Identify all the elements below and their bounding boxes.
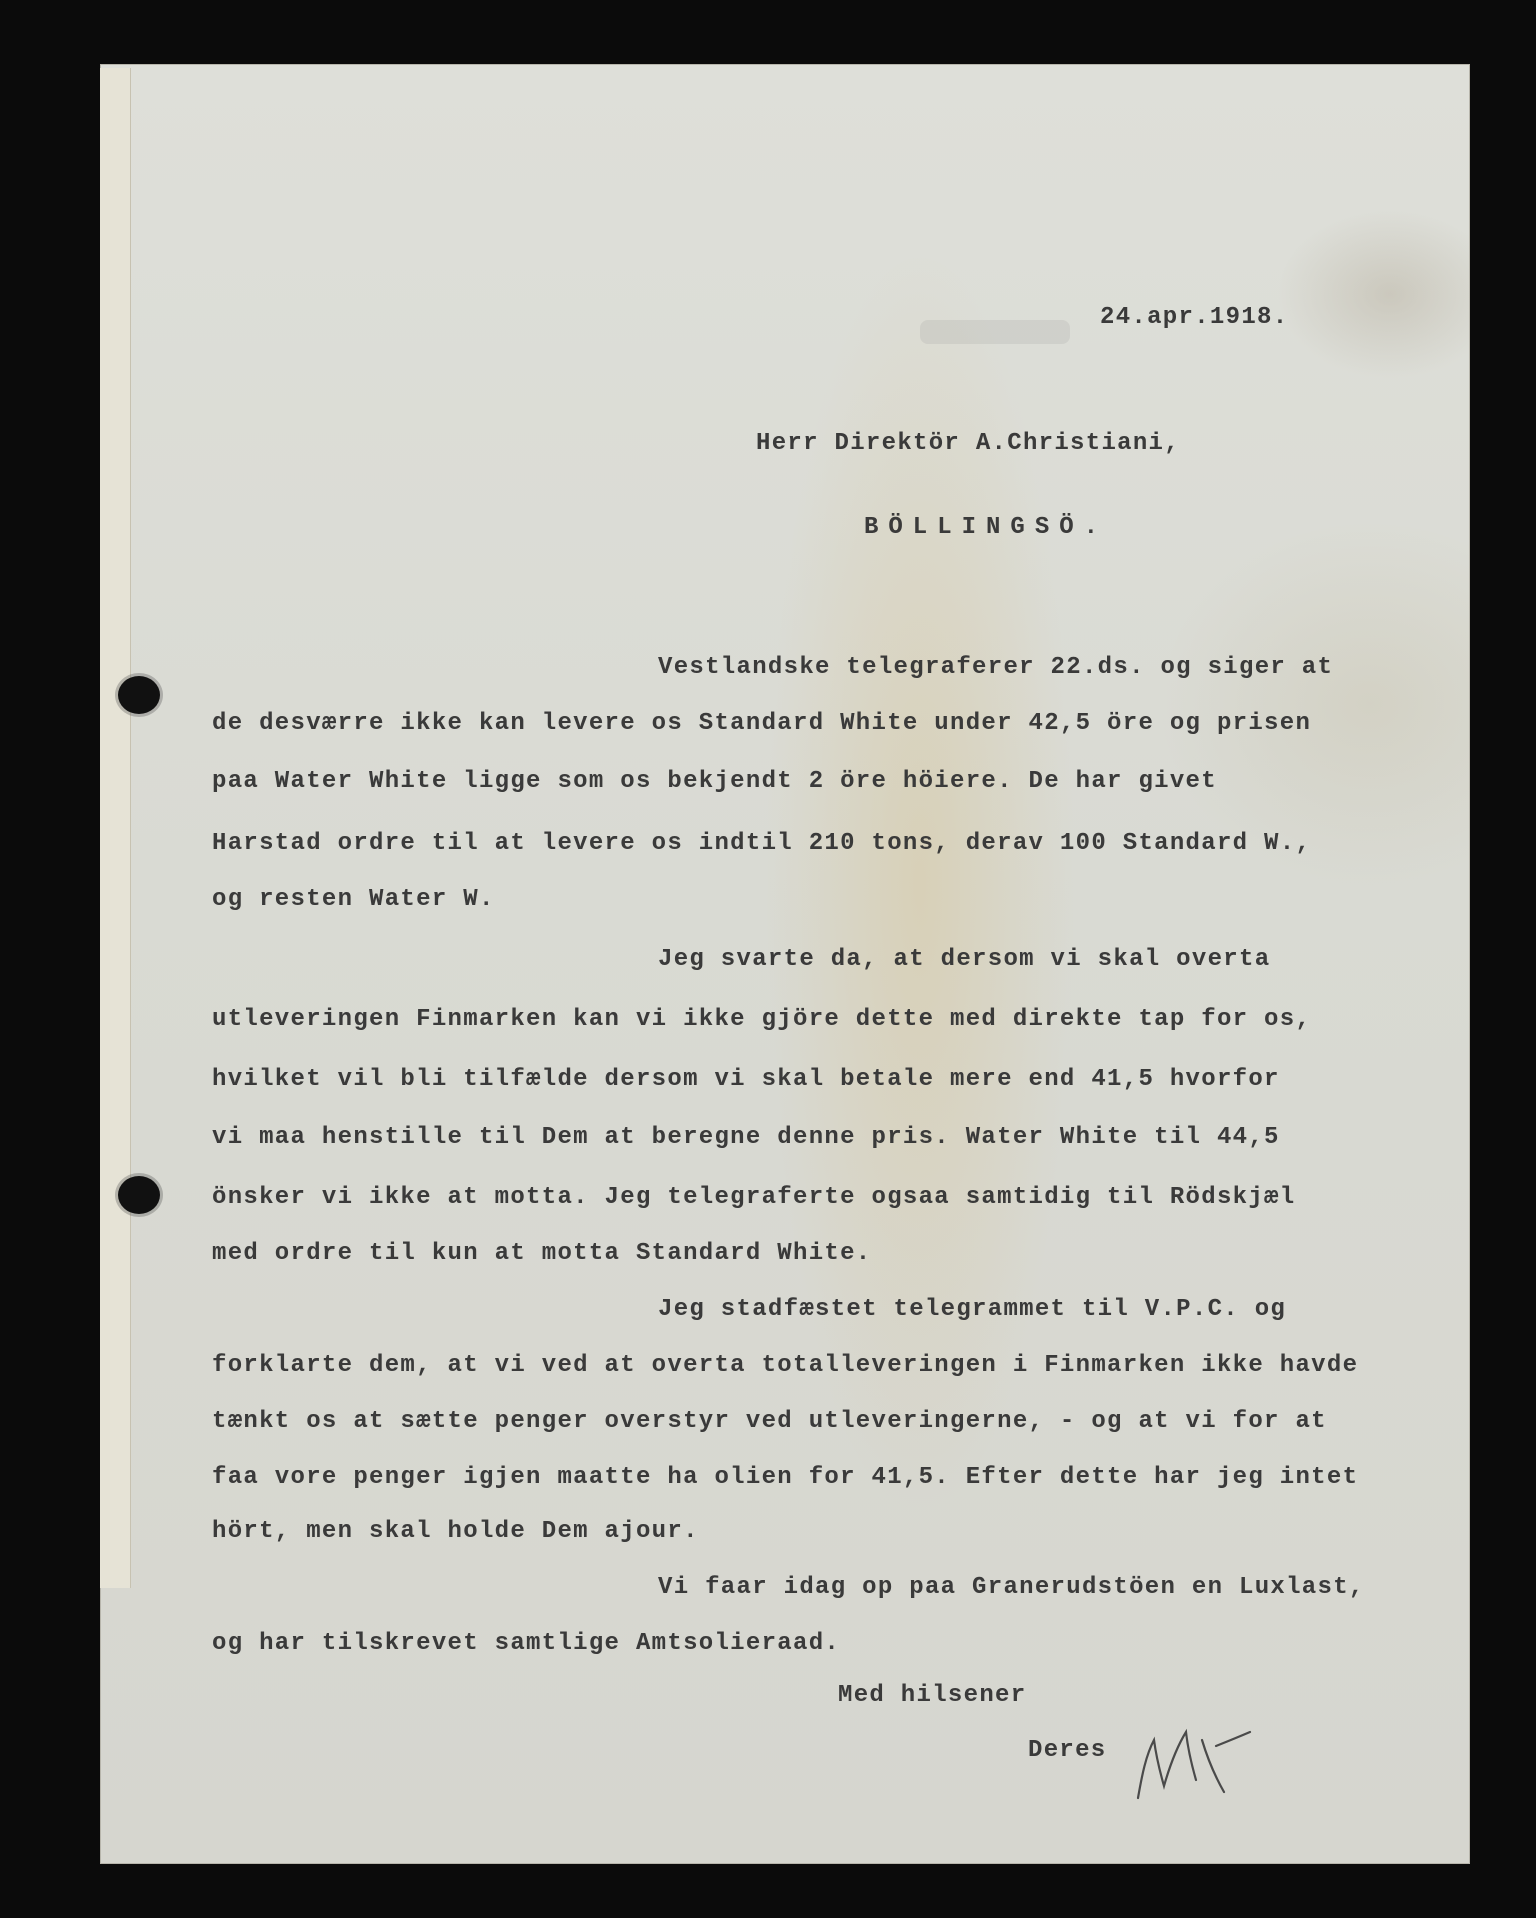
body-line: forklarte dem, at vi ved at overta totalleveringen i Finmarken ikke havde <box>212 1352 1359 1379</box>
body-line: faa vore penger igjen maatte ha olien for 41,5. Efter dette har jeg intet <box>212 1464 1359 1491</box>
body-line: Jeg stadfæstet telegrammet til V.P.C. og <box>658 1296 1287 1323</box>
body-line: utleveringen Finmarken kan vi ikke gjöre dette med direkte tap for os, <box>212 1006 1312 1033</box>
body-line: paa Water White ligge som os bekjendt 2 öre höiere. De har givet <box>212 768 1217 795</box>
closing-greeting: Med hilsener <box>838 1682 1027 1709</box>
addressee-place: BÖLLINGSÖ. <box>864 514 1109 541</box>
signoff: Deres <box>1028 1737 1107 1764</box>
handwritten-signature <box>1130 1720 1260 1810</box>
punch-hole-lower <box>118 1176 160 1214</box>
body-line: med ordre til kun at motta Standard White. <box>212 1240 872 1267</box>
letter-date: 24.apr.1918. <box>1100 304 1289 331</box>
body-line: önsker vi ikke at motta. Jeg telegraferte ogsaa samtidig til Rödskjæl <box>212 1184 1296 1211</box>
addressee: Herr Direktör A.Christiani, <box>756 430 1180 457</box>
body-line: Harstad ordre til at levere os indtil 210 tons, derav 100 Standard W., <box>212 830 1312 857</box>
body-line: og resten Water W. <box>212 886 495 913</box>
body-line: tænkt os at sætte penger overstyr ved utleveringerne, - og at vi for at <box>212 1408 1327 1435</box>
body-line: Vi faar idag op paa Granerudstöen en Luxlast, <box>658 1574 1365 1601</box>
body-line: hvilket vil bli tilfælde dersom vi skal betale mere end 41,5 hvorfor <box>212 1066 1280 1093</box>
stamp-smudge <box>920 320 1070 344</box>
body-line: de desværre ikke kan levere os Standard White under 42,5 öre og prisen <box>212 710 1312 737</box>
body-line: Vestlandske telegraferer 22.ds. og siger at <box>658 654 1334 681</box>
body-line: vi maa henstille til Dem at beregne denne pris. Water White til 44,5 <box>212 1124 1280 1151</box>
body-line: Jeg svarte da, at dersom vi skal overta <box>658 946 1271 973</box>
punch-hole-upper <box>118 676 160 714</box>
folded-paper-edge <box>100 68 131 1588</box>
body-line: hört, men skal holde Dem ajour. <box>212 1518 699 1545</box>
body-line: og har tilskrevet samtlige Amtsolieraad. <box>212 1630 841 1657</box>
